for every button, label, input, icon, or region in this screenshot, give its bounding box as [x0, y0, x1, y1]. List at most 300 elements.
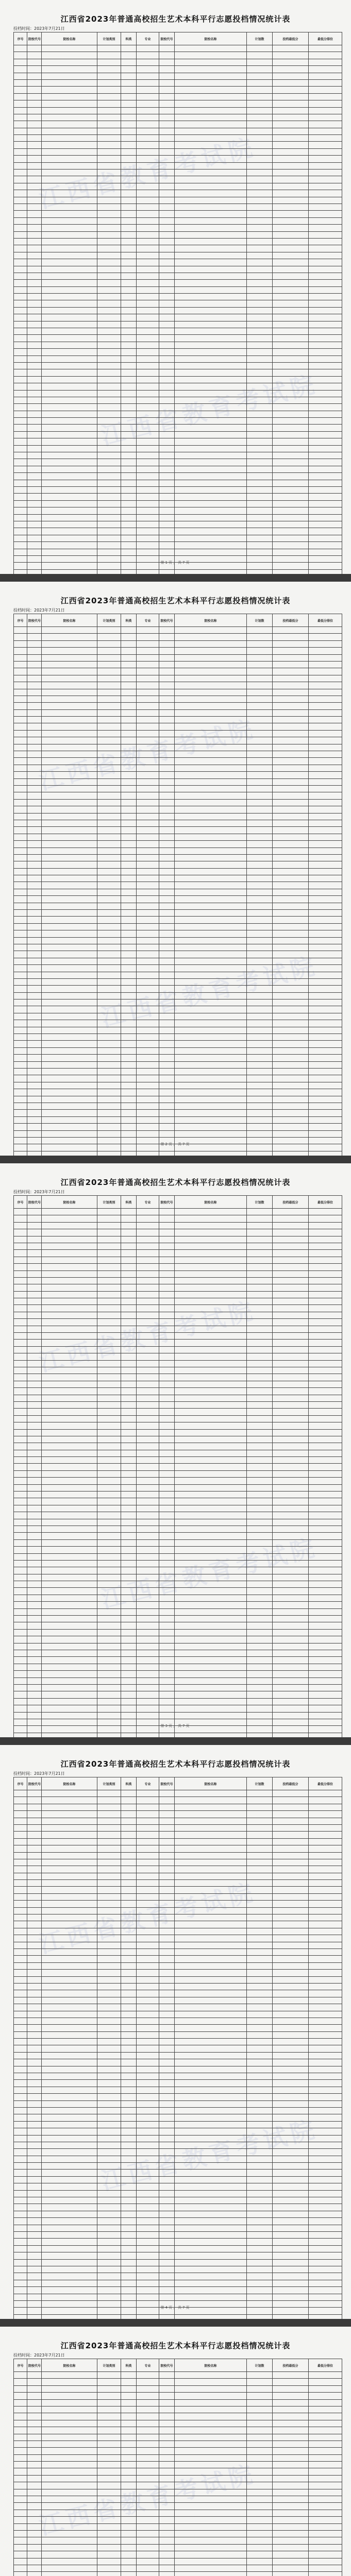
table-cell: [175, 2245, 247, 2252]
table-cell: [97, 1698, 121, 1705]
table-cell: [137, 1041, 159, 1047]
table-cell: [42, 2434, 97, 2441]
table-cell: [137, 1818, 159, 1824]
table-cell: [27, 383, 42, 390]
table-cell: [14, 411, 27, 417]
table-cell: [273, 162, 309, 169]
table-cell: [121, 2523, 137, 2530]
table-cell: [97, 362, 121, 369]
table-cell: [14, 87, 27, 93]
table-cell: [273, 668, 309, 675]
table-cell: [27, 2454, 42, 2461]
table-row: [14, 2197, 342, 2204]
table-cell: [97, 1643, 121, 1650]
table-cell: [137, 404, 159, 411]
table-cell: [137, 1712, 159, 1719]
table-cell: [42, 2321, 97, 2327]
table-cell: [42, 231, 97, 238]
table-cell: [14, 917, 27, 923]
table-cell: [14, 1901, 27, 1907]
table-cell: [137, 100, 159, 107]
table-row: [14, 1443, 342, 1450]
table-cell: [175, 772, 247, 778]
table-cell: [137, 1733, 159, 1739]
table-cell: [159, 854, 175, 861]
table-row: [14, 542, 342, 549]
table-cell: [42, 1264, 97, 1270]
table-cell: [27, 917, 42, 923]
table-cell: [97, 2031, 121, 2038]
table-cell: [14, 1484, 27, 1491]
table-cell: [137, 1006, 159, 1013]
table-cell: [309, 758, 342, 765]
table-cell: [247, 1505, 273, 1512]
table-cell: [137, 252, 159, 259]
table-cell: [159, 411, 175, 417]
table-cell: [14, 1636, 27, 1643]
table-cell: [14, 1643, 27, 1650]
table-row: [14, 342, 342, 348]
table-cell: [247, 1567, 273, 1574]
table-cell: [97, 2314, 121, 2321]
table-cell: [137, 2204, 159, 2211]
table-cell: [14, 785, 27, 792]
table-cell: [247, 52, 273, 59]
table-cell: [309, 806, 342, 813]
table-cell: [97, 1838, 121, 1845]
table-cell: [97, 1684, 121, 1691]
table-cell: [27, 675, 42, 682]
table-cell: [27, 93, 42, 100]
table-cell: [42, 1250, 97, 1257]
table-cell: [121, 778, 137, 785]
table-cell: [309, 2170, 342, 2176]
table-cell: [14, 1824, 27, 1831]
table-row: [14, 841, 342, 848]
table-cell: [309, 300, 342, 307]
table-cell: [309, 349, 342, 355]
table-cell: [273, 1983, 309, 1990]
table-cell: [42, 2128, 97, 2135]
table-cell: [175, 286, 247, 293]
table-cell: [137, 2087, 159, 2093]
table-cell: [273, 1616, 309, 1622]
table-cell: [42, 2066, 97, 2073]
table-cell: [273, 654, 309, 661]
table-cell: [309, 1698, 342, 1705]
table-cell: [121, 1470, 137, 1477]
table-row: [14, 1381, 342, 1387]
table-cell: [14, 1069, 27, 1075]
table-cell: [159, 93, 175, 100]
table-cell: [42, 2537, 97, 2544]
table-cell: [247, 549, 273, 555]
table-cell: [14, 2393, 27, 2399]
table-cell: [309, 52, 342, 59]
table-cell: [137, 2004, 159, 2011]
table-cell: [14, 2434, 27, 2441]
table-cell: [97, 1110, 121, 1116]
table-cell: [175, 1436, 247, 1443]
table-cell: [42, 273, 97, 279]
table-cell: [175, 1305, 247, 1312]
table-cell: [14, 197, 27, 204]
table-cell: [42, 1560, 97, 1567]
table-cell: [247, 2385, 273, 2392]
table-cell: [27, 2544, 42, 2551]
table-cell: [159, 654, 175, 661]
table-cell: [247, 1698, 273, 1705]
table-cell: [175, 507, 247, 514]
table-cell: [309, 868, 342, 875]
table-row: [14, 627, 342, 634]
table-cell: [159, 1740, 175, 1745]
table-cell: [97, 2004, 121, 2011]
table-cell: [27, 2510, 42, 2516]
table-cell: [97, 1657, 121, 1664]
table-cell: [14, 1629, 27, 1636]
table-cell: [247, 170, 273, 176]
table-cell: [121, 411, 137, 417]
table-cell: [42, 2489, 97, 2496]
table-cell: [175, 1567, 247, 1574]
table-cell: [309, 827, 342, 834]
table-cell: [137, 1457, 159, 1464]
table-cell: [273, 494, 309, 500]
table-cell: [247, 2121, 273, 2128]
table-cell: [175, 2468, 247, 2475]
table-cell: [14, 772, 27, 778]
table-cell: [121, 1464, 137, 1470]
table-cell: [27, 910, 42, 917]
table-cell: [309, 1215, 342, 1222]
table-cell: [121, 1492, 137, 1498]
table-cell: [273, 1512, 309, 1519]
table-cell: [137, 1034, 159, 1041]
table-cell: [27, 1935, 42, 1942]
table-cell: [309, 751, 342, 758]
table-cell: [42, 1319, 97, 1326]
table-cell: [159, 507, 175, 514]
table-cell: [42, 978, 97, 985]
table-cell: [27, 1443, 42, 1450]
table-cell: [309, 542, 342, 549]
table-cell: [14, 682, 27, 689]
table-cell: [14, 307, 27, 314]
table-cell: [27, 1914, 42, 1921]
table-row: [14, 2052, 342, 2059]
table-cell: [309, 2427, 342, 2434]
table-cell: [121, 204, 137, 210]
table-cell: [247, 459, 273, 466]
table-cell: [309, 1277, 342, 1284]
table-cell: [97, 1478, 121, 1484]
table-cell: [309, 1832, 342, 1838]
table-cell: [42, 1305, 97, 1312]
table-cell: [309, 59, 342, 65]
table-cell: [97, 1677, 121, 1684]
table-cell: [247, 2135, 273, 2142]
table-cell: [42, 2142, 97, 2148]
table-row: [14, 335, 342, 342]
table-cell: [159, 792, 175, 799]
table-cell: [247, 1124, 273, 1130]
table-cell: [247, 93, 273, 100]
table-cell: [159, 107, 175, 114]
table-cell: [247, 577, 273, 582]
table-cell: [42, 2448, 97, 2454]
column-header: 投档最低分: [273, 2359, 309, 2372]
table-cell: [159, 170, 175, 176]
table-cell: [175, 1277, 247, 1284]
table-cell: [247, 1962, 273, 1969]
table-cell: [27, 1041, 42, 1047]
table-cell: [121, 1312, 137, 1318]
table-cell: [247, 1956, 273, 1962]
table-cell: [247, 1838, 273, 1845]
table-cell: [14, 1526, 27, 1532]
table-cell: [309, 1229, 342, 1236]
table-cell: [137, 2441, 159, 2447]
table-cell: [309, 411, 342, 417]
table-cell: [27, 1818, 42, 1824]
table-cell: [14, 2565, 27, 2571]
table-cell: [121, 1560, 137, 1567]
table-cell: [159, 1921, 175, 1928]
table-cell: [309, 2073, 342, 2080]
table-cell: [309, 2252, 342, 2259]
table-cell: [175, 723, 247, 730]
table-cell: [121, 958, 137, 964]
table-cell: [97, 834, 121, 840]
table-cell: [159, 986, 175, 992]
table-cell: [247, 1374, 273, 1381]
table-cell: [137, 1914, 159, 1921]
table-cell: [97, 1443, 121, 1450]
table-row: [14, 190, 342, 197]
table-cell: [175, 1443, 247, 1450]
table-row: [14, 2379, 342, 2385]
table-cell: [309, 1006, 342, 1013]
table-cell: [273, 349, 309, 355]
table-cell: [137, 1671, 159, 1677]
table-cell: [159, 1526, 175, 1532]
table-cell: [159, 2454, 175, 2461]
table-cell: [97, 1671, 121, 1677]
table-cell: [27, 1158, 42, 1163]
table-cell: [14, 1845, 27, 1852]
table-row: [14, 1492, 342, 1498]
table-cell: [14, 1733, 27, 1739]
table-row: [14, 1790, 342, 1797]
table-cell: [27, 1333, 42, 1340]
table-cell: [14, 204, 27, 210]
table-cell: [14, 142, 27, 148]
table-cell: [175, 1705, 247, 1712]
table-cell: [42, 1616, 97, 1622]
table-cell: [97, 1512, 121, 1519]
table-cell: [27, 2245, 42, 2252]
table-cell: [121, 1811, 137, 1818]
table-cell: [273, 1082, 309, 1089]
table-cell: [159, 758, 175, 765]
table-cell: [14, 252, 27, 259]
table-cell: [27, 1622, 42, 1629]
table-cell: [137, 1560, 159, 1567]
table-cell: [14, 1664, 27, 1670]
table-cell: [97, 1921, 121, 1928]
table-cell: [42, 1914, 97, 1921]
table-cell: [309, 2218, 342, 2225]
table-cell: [247, 827, 273, 834]
table-row: [14, 992, 342, 999]
table-cell: [175, 170, 247, 176]
table-cell: [121, 1790, 137, 1797]
table-cell: [97, 703, 121, 709]
table-cell: [175, 425, 247, 431]
table-cell: [175, 2232, 247, 2239]
table-cell: [27, 854, 42, 861]
table-cell: [121, 2170, 137, 2176]
table-row: [14, 1845, 342, 1852]
table-cell: [14, 1209, 27, 1215]
table-cell: [27, 2039, 42, 2045]
table-cell: [42, 2107, 97, 2114]
table-row: [14, 709, 342, 716]
table-cell: [137, 1983, 159, 1990]
table-cell: [27, 500, 42, 507]
table-cell: [175, 121, 247, 128]
table-cell: [121, 2379, 137, 2385]
page-meta: 投档时间：2023年7月21日: [13, 1771, 65, 1776]
table-cell: [137, 1305, 159, 1312]
table-cell: [247, 1346, 273, 1353]
table-cell: [175, 2475, 247, 2482]
table-cell: [137, 903, 159, 909]
table-cell: [273, 2572, 309, 2576]
table-cell: [121, 128, 137, 134]
table-cell: [137, 717, 159, 723]
table-cell: [159, 703, 175, 709]
table-cell: [273, 266, 309, 273]
table-cell: [175, 259, 247, 266]
table-cell: [14, 1457, 27, 1464]
table-cell: [247, 404, 273, 411]
table-cell: [121, 107, 137, 114]
table-cell: [175, 335, 247, 342]
table-cell: [247, 114, 273, 121]
table-cell: [121, 2454, 137, 2461]
table-cell: [309, 1047, 342, 1054]
table-cell: [175, 1928, 247, 1935]
table-row: [14, 238, 342, 245]
table-row: [14, 362, 342, 369]
table-cell: [27, 2496, 42, 2503]
table-cell: [27, 944, 42, 951]
table-cell: [137, 648, 159, 654]
table-row: [14, 45, 342, 52]
table-cell: [97, 2372, 121, 2379]
table-cell: [121, 841, 137, 848]
table-cell: [273, 1229, 309, 1236]
table-cell: [247, 2232, 273, 2239]
table-row: [14, 390, 342, 397]
table-cell: [159, 2489, 175, 2496]
table-cell: [14, 1921, 27, 1928]
table-cell: [159, 1970, 175, 1976]
table-cell: [247, 868, 273, 875]
table-cell: [14, 2379, 27, 2385]
table-cell: [159, 1811, 175, 1818]
table-cell: [121, 183, 137, 190]
table-row: [14, 1740, 342, 1745]
table-cell: [97, 1409, 121, 1415]
table-cell: [175, 1622, 247, 1629]
table-cell: [42, 1401, 97, 1408]
table-cell: [247, 1880, 273, 1887]
table-cell: [175, 521, 247, 528]
table-cell: [121, 431, 137, 438]
table-cell: [175, 2176, 247, 2183]
table-row: [14, 87, 342, 93]
table-cell: [27, 2572, 42, 2576]
table-cell: [159, 142, 175, 148]
table-cell: [42, 2510, 97, 2516]
table-cell: [137, 170, 159, 176]
table-cell: [247, 1082, 273, 1089]
table-cell: [97, 2018, 121, 2024]
table-cell: [247, 1116, 273, 1123]
table-row: [14, 978, 342, 985]
table-cell: [159, 1838, 175, 1845]
table-cell: [137, 1103, 159, 1109]
table-cell: [137, 951, 159, 958]
table-cell: [27, 66, 42, 73]
table-cell: [121, 2434, 137, 2441]
table-row: [14, 1990, 342, 1997]
table-cell: [159, 1901, 175, 1907]
table-cell: [137, 737, 159, 744]
table-cell: [159, 827, 175, 834]
table-cell: [273, 1880, 309, 1887]
table-cell: [14, 1034, 27, 1041]
table-cell: [137, 889, 159, 895]
table-cell: [175, 2128, 247, 2135]
table-cell: [273, 1852, 309, 1859]
table-cell: [247, 1229, 273, 1236]
table-cell: [121, 2094, 137, 2100]
table-cell: [247, 1650, 273, 1657]
table-cell: [42, 294, 97, 300]
table-cell: [247, 2475, 273, 2482]
table-cell: [175, 2393, 247, 2399]
table-cell: [14, 2018, 27, 2024]
table-cell: [159, 59, 175, 65]
table-cell: [14, 1264, 27, 1270]
table-cell: [247, 252, 273, 259]
table-row: [14, 418, 342, 425]
table-cell: [97, 176, 121, 183]
table-row: [14, 2475, 342, 2482]
table-cell: [97, 2190, 121, 2197]
table-cell: [97, 1818, 121, 1824]
table-cell: [159, 1859, 175, 1866]
table-cell: [309, 1928, 342, 1935]
table-cell: [27, 2503, 42, 2510]
table-cell: [121, 2266, 137, 2273]
table-cell: [27, 2482, 42, 2489]
watermark: 江西省教育考试院: [36, 132, 259, 214]
